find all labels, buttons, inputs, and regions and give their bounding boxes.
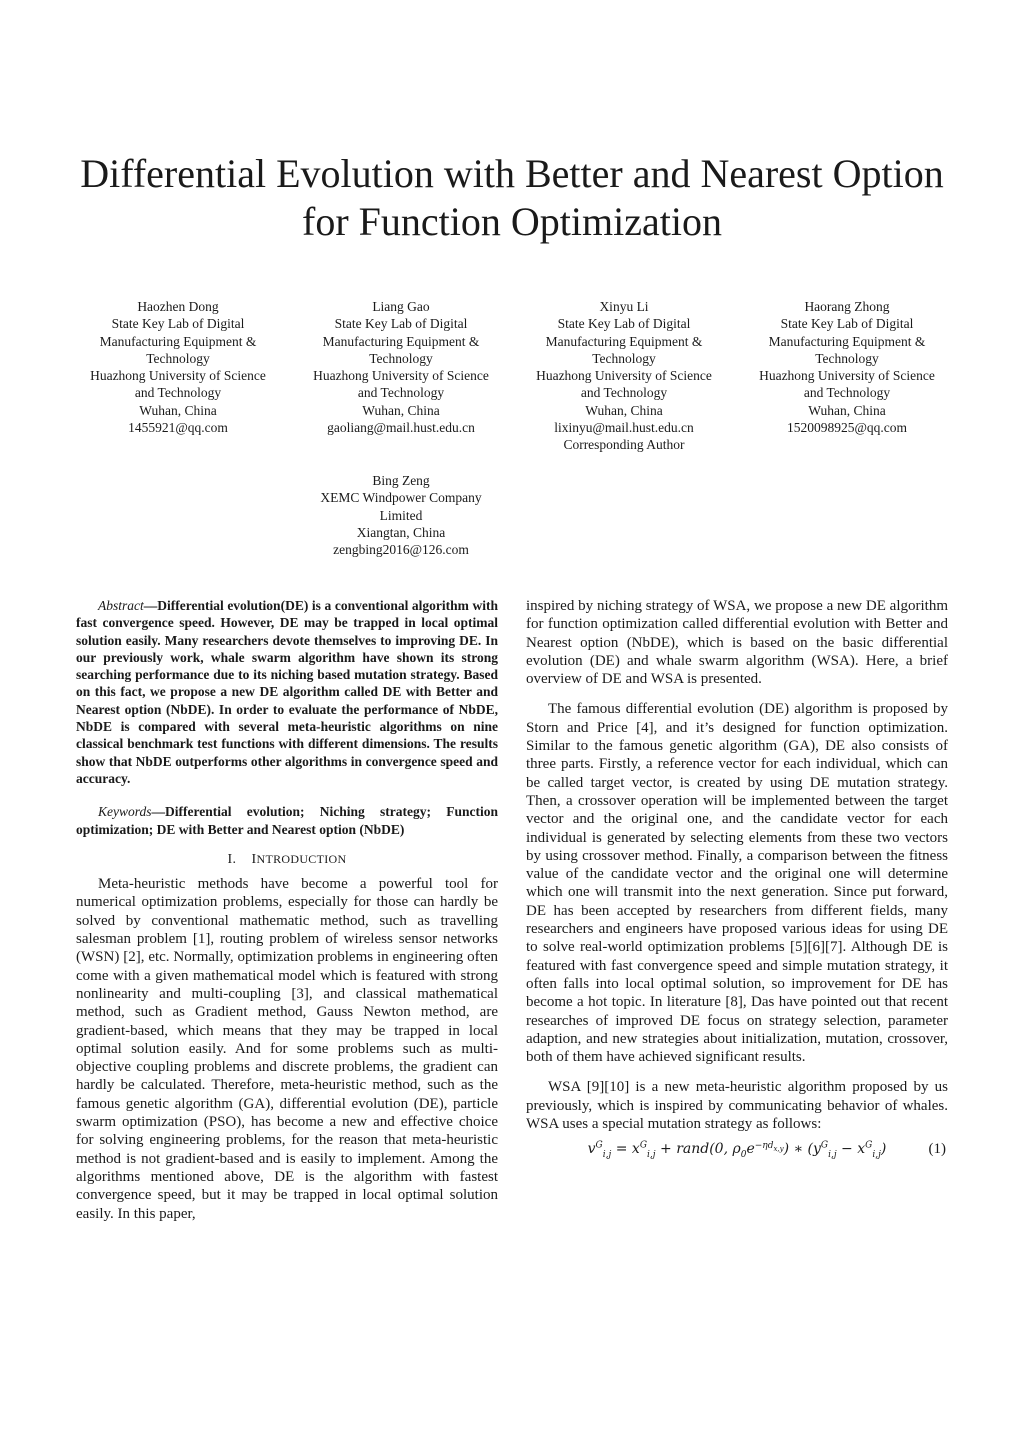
left-column: [76, 597, 498, 1223]
author-affiliation: Huazhong University of Science: [759, 368, 935, 384]
abstract: [76, 597, 498, 787]
author-affiliation: Technology: [815, 350, 879, 366]
section-heading-introduction: [76, 850, 498, 869]
eq-e: e: [746, 1141, 755, 1158]
author-block-1: [73, 298, 283, 436]
author-affiliation: Limited: [379, 507, 423, 523]
author-affiliation: State Key Lab of Digital: [780, 316, 914, 332]
equation-number: (1): [928, 1141, 946, 1158]
abstract-text: —Differential evolution(DE) is a conventional algorithm with fast convergence speed. However, DE may be trapped in local optimal solution easily. Many researchers devote themselves to improving DE. In our previously work, whale swarm algorithm have shown its strong searching performance due to its niching based mutation strategy. Based on this fact, we propose a new DE algorithm called DE with Better and Nearest option (NbDE). In order to evaluate the performance of NbDE, NbDE is compared with several meta-heuristic algorithms on nine classical benchmark test functions with different dimensions. The results show that NbDE outperforms other algorithms in convergence speed and accuracy.: [76, 598, 498, 786]
author-block-3: [519, 298, 729, 454]
author-affiliation: Huazhong University of Science: [90, 368, 266, 384]
author-email: zengbing2016@126.com: [333, 542, 469, 558]
author-email: 1520098925@qq.com: [786, 420, 908, 436]
eq-equals: =: [611, 1141, 632, 1158]
eq-sup: G: [865, 1140, 873, 1151]
abstract-lead: Abstract: [98, 598, 144, 613]
author-affiliation: Huazhong University of Science: [536, 368, 712, 384]
author-name: Xinyu Li: [599, 299, 649, 314]
author-affiliation: Technology: [592, 350, 656, 366]
author-affiliation: and Technology: [580, 385, 668, 401]
author-affiliation: State Key Lab of Digital: [334, 316, 468, 332]
wsa-overview-paragraph: WSA [9][10] is a new meta-heuristic algorithm proposed by us previously, which is inspired by communicating behavior of whales. WSA uses a special mutation strategy as follows:: [526, 1079, 948, 1133]
author-block-5: [296, 472, 506, 558]
eq-minus: −: [836, 1141, 858, 1158]
author-affiliation: Manufacturing Equipment &: [322, 333, 480, 349]
eq-sub: i,j: [647, 1150, 656, 1161]
section-title-first: I: [251, 851, 257, 867]
author-email: 1455921@qq.com: [128, 420, 228, 436]
eq-x: x: [631, 1141, 640, 1158]
eq-sup: G: [595, 1140, 603, 1151]
eq-exponent-sub: x,y: [773, 1144, 784, 1153]
author-name: Haorang Zhong: [804, 299, 890, 314]
eq-sup: G: [820, 1140, 829, 1151]
author-affiliation: and Technology: [357, 385, 445, 401]
author-affiliation: Manufacturing Equipment &: [545, 333, 703, 349]
author-location: Wuhan, China: [139, 402, 217, 418]
author-block-2: [296, 298, 506, 436]
title-line-1: Differential Evolution with Better and Nearest Option: [80, 151, 944, 196]
author-affiliation: Huazhong University of Science: [313, 368, 489, 384]
de-overview-paragraph: The famous differential evolution (DE) algorithm is proposed by Storn and Price [4], and it’s designed for function optimization. Similar to the famous genetic algorithm (GA), DE also consists of three parts. Firstly, a reference vector for each individual, which can be called target vector, is created by using DE mutation strategy. Then, a crossover operation will be implemented between the target vector and the original one, and the candidate vector for each individual is generated by selecting elements from these two vectors by using crossover method. Finally, a comparison between the fitness value of the candidate vector and the original one will determine which one will transmit into the next generation. Since put forward, DE has been accepted by researchers from different fields, many researchers and engineers have proposed various ideas for using DE to solve real-world optimization problems [5][6][7]. Although DE is featured with fast convergence speed and simple mutation strategy, it often falls into local optimal solution, so improvement for DE has become a hot topic. In literature [8], Das have pointed out that recent researches of improved DE focus on strategy selection, parameter adaption, and new strategies about initialization, mutation, crossover, both of them have achieved significant results.: [526, 701, 948, 1066]
author-affiliation: Manufacturing Equipment &: [768, 333, 926, 349]
eq-v: v: [587, 1141, 596, 1158]
author-affiliation: Manufacturing Equipment &: [99, 333, 257, 349]
author-affiliation: State Key Lab of Digital: [111, 316, 245, 332]
author-email: lixinyu@mail.hust.edu.cn: [554, 420, 694, 436]
eq-sup: G: [639, 1140, 648, 1151]
eq-sub: i,j: [828, 1150, 837, 1161]
author-email: gaoliang@mail.hust.edu.cn: [327, 420, 475, 436]
section-number: I.: [227, 851, 237, 867]
paper-title: [60, 150, 964, 246]
author-affiliation: State Key Lab of Digital: [557, 316, 691, 332]
author-note: Corresponding Author: [563, 437, 685, 453]
author-affiliation: Technology: [369, 350, 433, 366]
eq-close: ): [880, 1141, 887, 1158]
author-location: Wuhan, China: [808, 402, 886, 418]
author-name: Liang Gao: [372, 299, 430, 314]
eq-x: x: [857, 1141, 866, 1158]
intro-paragraph-continued: inspired by niching strategy of WSA, we propose a new DE algorithm for function optimization called differential evolution with Better and Nearest option (NbDE), which is based on the basic differential evolution (DE) and whale swarm algorithm (WSA). Here, a brief overview of DE and WSA is presented.: [526, 598, 948, 688]
author-location: Wuhan, China: [362, 402, 440, 418]
title-line-2: for Function Optimization: [302, 199, 722, 244]
author-location: Xiangtan, China: [356, 524, 446, 540]
author-affiliation: XEMC Windpower Company: [320, 490, 482, 506]
author-block-4: [742, 298, 952, 436]
author-affiliation: and Technology: [803, 385, 891, 401]
intro-paragraph-1: Meta-heuristic methods have become a powerful tool for numerical optimization problems, especially for those can hardly be solved by conventional mathematic method, such as travelling salesman problem [1], routing problem of wireless sensor networks (WSN) [2], etc. Normally, optimization problems in engineering often come with a given mathematical model which is featured with strong nonlinearity and multi-coupling [3], and classical mathematical method, such as Gradient method, Gauss Newton method, are gradient-based, which means that they may be trapped in local optimal solution easily. And for some problems such as multi-objective coupling problems and discrete problems, the gradient can hardly be calculated. Therefore, meta-heuristic method, such as the famous genetic algorithm (GA), differential evolution (DE), particle swarm optimization (PSO), has become a new and effective choice for solving engineering problems, for the reason that meta-heuristic method is not gradient-based and is easily to implement. Among the algorithms mentioned above, DE is the algorithm with fastest convergence speed, but it may be trapped in local optimal solution easily. In this paper,: [76, 876, 498, 1222]
keywords-text: —Differential evolution; Niching strategy; Function optimization; DE with Better and Nearest option (NbDE): [76, 804, 498, 837]
eq-rho-sub: 0: [740, 1150, 747, 1161]
eq-exponent: [755, 1141, 784, 1151]
author-location: Wuhan, China: [585, 402, 663, 418]
right-column: [526, 597, 948, 1161]
keywords-lead: Keywords: [98, 804, 152, 820]
author-affiliation: and Technology: [134, 385, 222, 401]
author-affiliation: Technology: [146, 350, 210, 366]
eq-sub: i,j: [602, 1150, 612, 1161]
eq-plus: +: [655, 1141, 677, 1158]
keywords: [76, 803, 498, 838]
author-name: Bing Zeng: [372, 473, 430, 488]
eq-exponent-main: −ηd: [754, 1140, 774, 1151]
equation-1: [526, 1137, 948, 1161]
section-title-rest: NTRODUCTION: [256, 851, 347, 866]
eq-close-times: ) ∗ (: [783, 1141, 813, 1158]
eq-sub: i,j: [872, 1150, 881, 1161]
eq-y: y: [812, 1141, 821, 1158]
eq-rand: rand(0, ρ: [676, 1141, 741, 1158]
author-name: Haozhen Dong: [137, 299, 219, 314]
